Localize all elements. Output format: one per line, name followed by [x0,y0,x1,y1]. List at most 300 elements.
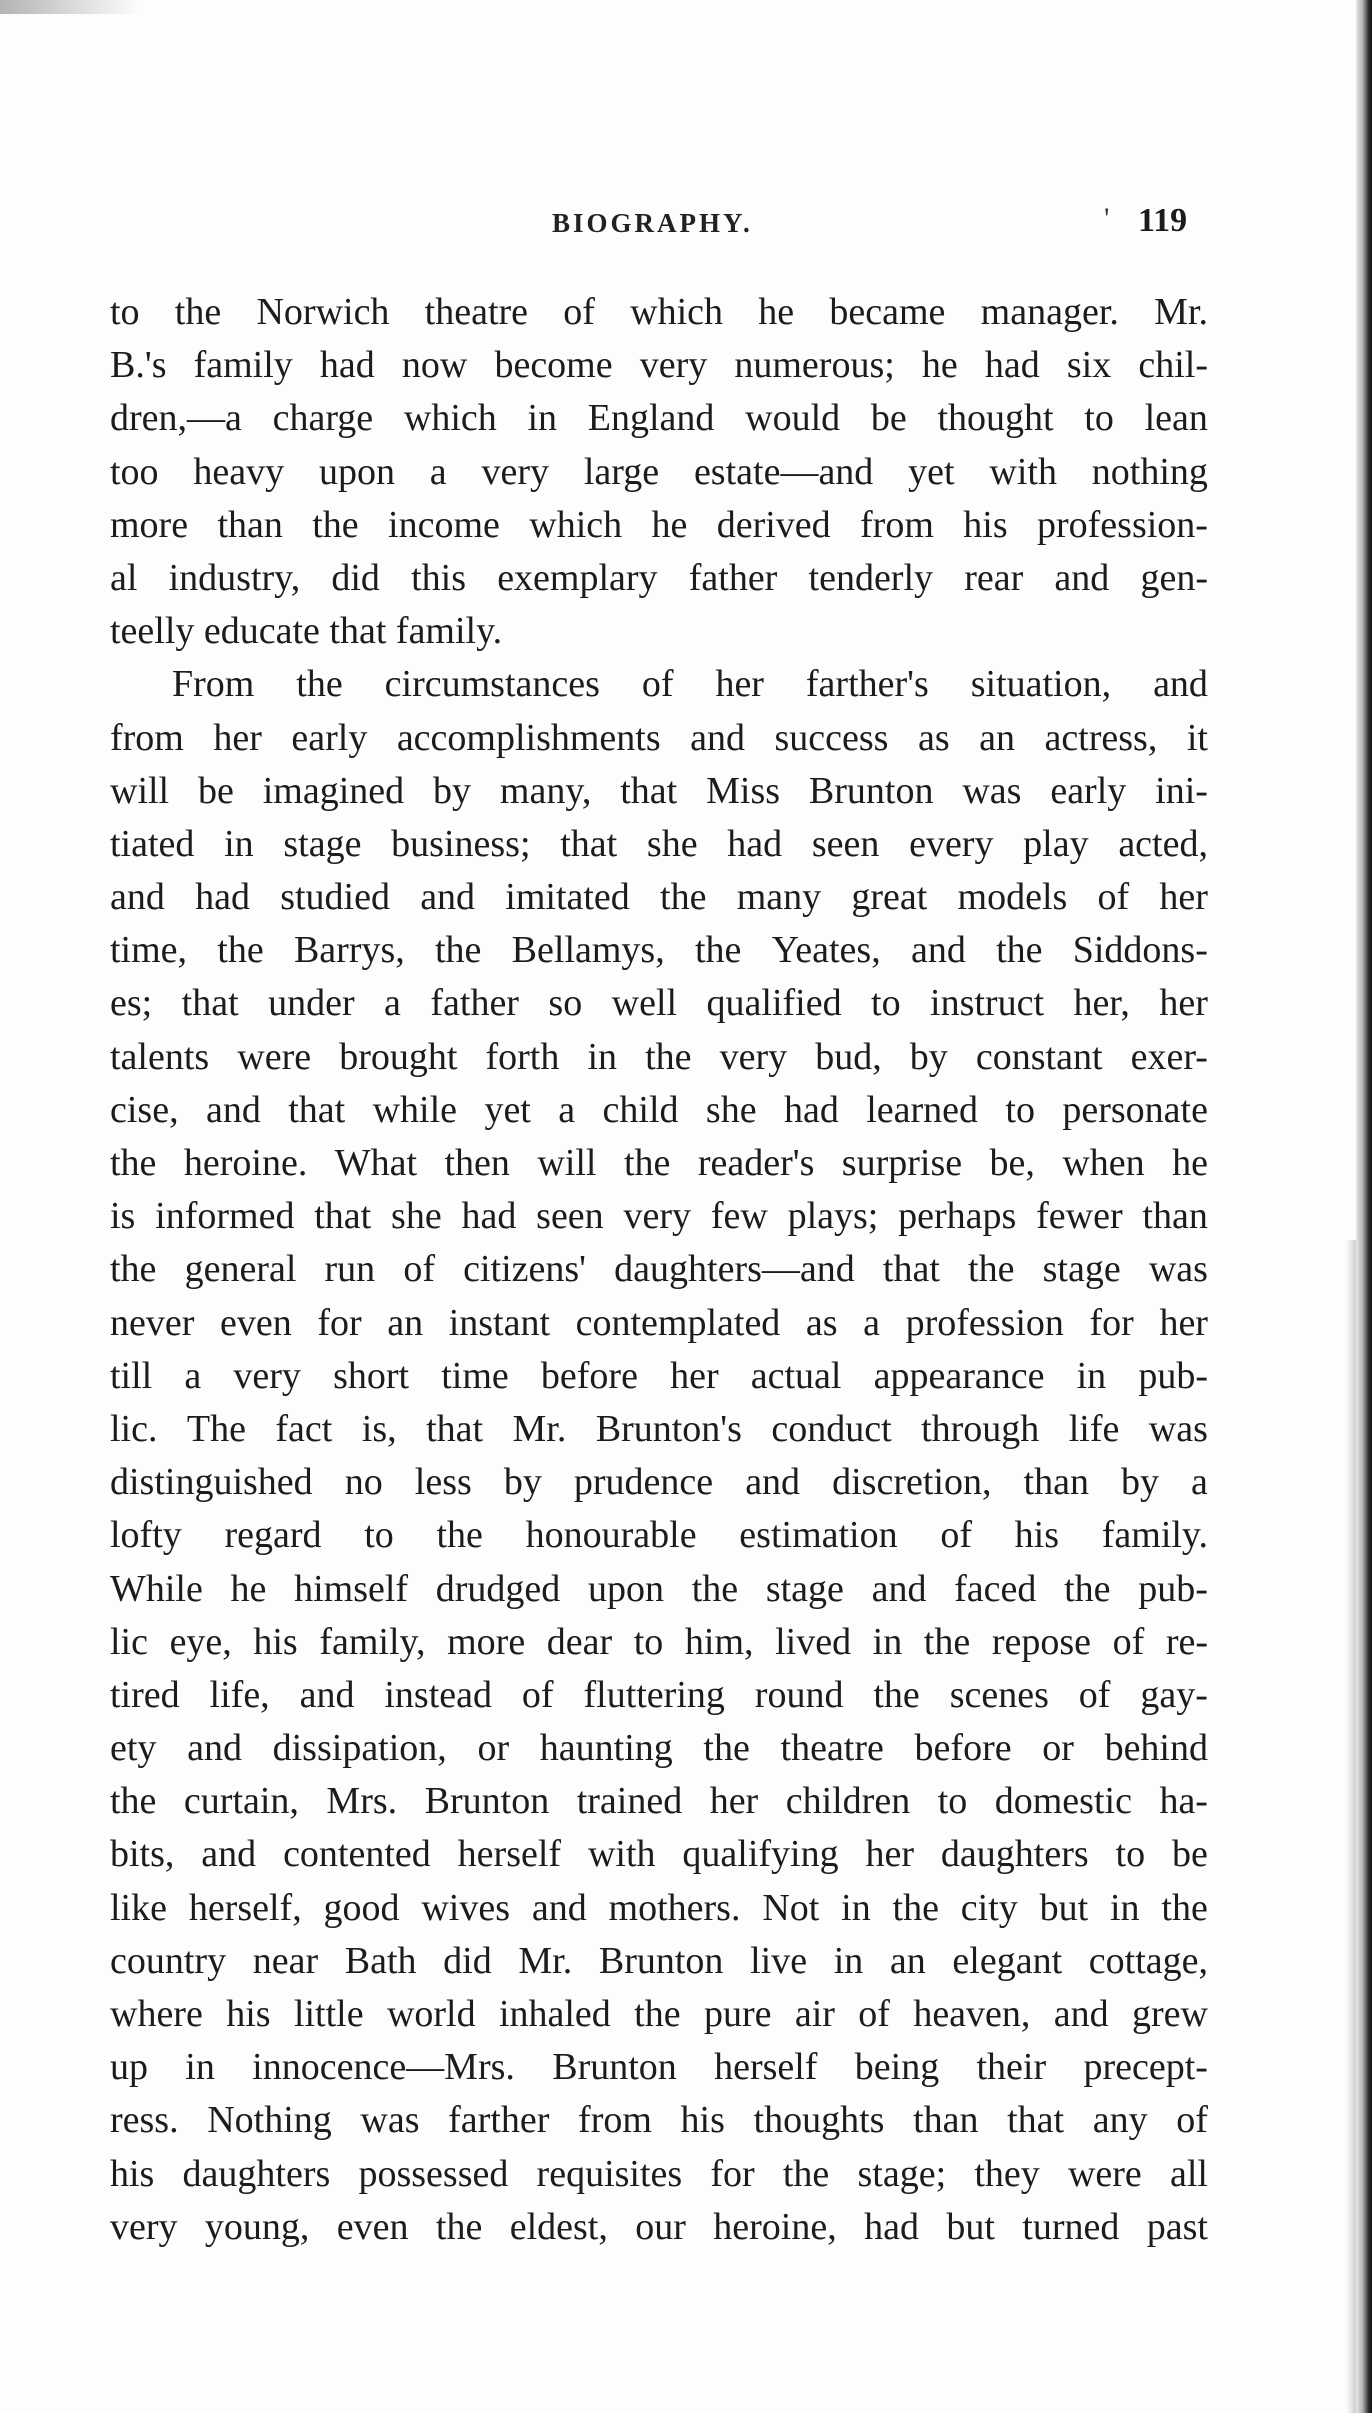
word: and [187,1727,242,1770]
text-line [110,286,1208,339]
word: in [841,1886,871,1929]
word: had [984,344,1040,387]
text-line [110,924,1208,977]
word: Barrys, [293,929,405,972]
word: the [435,929,482,972]
word: success [774,716,889,759]
word: the [217,929,264,972]
word: The [186,1407,246,1450]
word: the [645,1035,692,1078]
word: charge [272,397,374,440]
word: ety [110,1727,157,1770]
word: would [745,397,841,440]
word: thought [937,397,1054,440]
word: all [1169,2152,1208,2195]
word: of [1176,2099,1208,2142]
word: the [660,876,707,919]
text-line [110,446,1208,499]
word: elegant [952,1939,1063,1982]
word: industry, [168,556,301,599]
word: few [710,1195,768,1238]
word: that [181,982,239,1025]
word: herself, [188,1886,302,1929]
word: of [641,663,674,706]
word: From [172,663,255,706]
word: lived [775,1620,852,1663]
binding-edge [1356,0,1372,2413]
word: theatre [780,1727,884,1770]
word: her [213,716,262,759]
word: gen- [1140,556,1208,599]
word: inhaled [498,1993,611,2035]
word: trained [576,1780,683,1823]
word: his [226,1993,271,2035]
word: Brunton [808,769,934,812]
word: learned [866,1088,979,1131]
word: farther [448,2099,550,2142]
word: from [860,503,934,546]
text-line [110,1882,1208,1935]
word: early [1050,769,1127,812]
word: which [630,291,724,333]
word: were [237,1035,312,1078]
word: daughters [940,1833,1089,1876]
word: but [946,2205,995,2248]
word: her [715,663,764,706]
word: actual [750,1354,842,1397]
word: to [633,1620,664,1663]
text-line [110,2094,1208,2147]
word: very [481,450,550,493]
word: Brunton's [595,1407,742,1450]
word: be [870,397,907,440]
word: qualified [706,982,842,1025]
word: the [1064,1567,1111,1610]
word: that [1007,2099,1065,2142]
word: the [436,1514,483,1557]
word: they [974,2152,1040,2195]
word: very [110,2205,178,2248]
word: had [864,2205,919,2248]
word: her [865,1833,915,1876]
word: the [923,1620,971,1663]
text-line [110,1137,1208,1190]
word: an [387,1301,424,1344]
word: where [110,1993,203,2035]
word: family. [1101,1514,1208,1557]
word: and [299,1673,355,1716]
word: the [694,929,742,972]
word: ress. [110,2099,179,2142]
word: the [703,1727,750,1770]
text-line [110,765,1208,818]
word: eldest, [509,2205,608,2248]
word: was [1148,1407,1208,1450]
word: of [563,291,595,333]
running-head-title: BIOGRAPHY. [552,208,753,238]
word: daughters—and [614,1248,855,1291]
word: es; [110,982,153,1025]
running-header [0,202,1372,248]
word: to [1084,397,1114,440]
word: by [909,1035,948,1078]
word: even [219,1301,292,1344]
word: had [461,1195,517,1238]
word: studied [280,876,390,919]
word: the [296,663,343,706]
word: and [745,1461,801,1504]
word: he [758,291,795,333]
word: be [198,769,234,812]
word: stage [765,1567,844,1610]
word: the [782,2152,830,2195]
word: Mr. [512,1407,567,1450]
word: an [979,716,1015,759]
word: in [833,1939,864,1982]
word: imagined [262,769,405,812]
word: and [205,1088,261,1131]
word: by [503,1461,542,1504]
word: air [794,1993,835,2035]
word: in [1076,1354,1107,1397]
body-text [110,286,1208,2254]
word: was [360,2099,420,2142]
word: stage [283,822,362,865]
word: by [1121,1461,1159,1504]
word: live [750,1939,808,1982]
word: seen [536,1195,604,1238]
word: wives [421,1886,511,1929]
word: the [312,503,359,546]
word: fewer [1036,1195,1123,1238]
word: daughters [182,2152,331,2195]
word: honourable [525,1514,697,1557]
word: income [388,503,500,546]
text-line [110,1297,1208,1350]
word: While [110,1567,203,1610]
word: reader's [697,1142,815,1184]
word: the [110,1142,157,1184]
text-line [110,1669,1208,1722]
text-line [110,339,1208,392]
word: Miss [706,769,781,812]
word: never [110,1301,195,1344]
word: drudged [435,1567,561,1610]
word: talents [110,1035,210,1078]
word: run [324,1248,376,1291]
word: country [110,1939,227,1982]
word: under [268,982,355,1025]
word: the [892,1886,939,1929]
word: up [110,2046,148,2089]
text-line [110,1828,1208,1881]
word: scenes [949,1673,1049,1716]
word: B.'s [110,344,167,387]
word: innocence—Mrs. [252,2046,515,2089]
word: discretion, [832,1461,992,1504]
word: and [1053,1993,1109,2035]
word: be [1172,1833,1208,1876]
word: rear [964,556,1024,599]
word: pub- [1138,1354,1208,1397]
word: precept- [1083,2046,1208,2089]
text-line [110,1031,1208,1084]
word: while [372,1088,458,1131]
word: than [1142,1195,1208,1238]
word: large [583,450,660,493]
text-line [110,1509,1208,1562]
word: Siddons- [1072,929,1208,972]
word: re- [1165,1620,1208,1663]
word: of [521,1673,554,1716]
word: is, [361,1407,397,1450]
text-line: teelly educate that family. [110,610,503,653]
word: qualifying [682,1833,839,1876]
word: the [968,1248,1015,1291]
word: many, [499,769,592,812]
text-line [110,1616,1208,1669]
word: accomplishments [396,716,661,759]
word: now [401,344,468,387]
word: her [1159,876,1208,919]
word: her [1159,1301,1208,1344]
word: pure [703,1993,772,2035]
word: derived [716,503,831,546]
word: life, [209,1673,270,1716]
word: plays; [787,1195,879,1238]
word: theatre [424,291,529,333]
word: lic. [110,1407,158,1450]
word: repose [991,1620,1091,1663]
word: very [639,344,708,387]
word: so [548,982,583,1025]
word: like [110,1886,167,1929]
word: and [871,1567,927,1610]
word: had [195,876,250,919]
word: imitated [505,876,630,919]
word: she [391,1195,442,1238]
word: him, [684,1620,754,1663]
word: ha- [1159,1780,1208,1823]
word: time [441,1354,509,1397]
text-line [110,818,1208,871]
text-line [110,2201,1208,2254]
word: ini- [1155,769,1208,812]
word: lofty [110,1514,182,1557]
word: her, [1073,982,1130,1025]
word: fact [275,1407,333,1450]
word: exer- [1130,1035,1208,1078]
word: the [174,291,222,333]
word: any [1092,2099,1148,2142]
word: time, [110,929,188,972]
word: heaven, [913,1993,1031,2035]
word: requisites [536,2152,683,2195]
word: that [288,1088,346,1131]
word: tiated [110,822,195,865]
word: England [587,397,715,440]
word: fluttering [583,1673,725,1716]
word: stage; [857,2152,947,2195]
word: before [914,1727,1012,1770]
word: and [910,929,966,972]
word: he [921,344,958,387]
text-line [110,1350,1208,1403]
word: grew [1132,1993,1208,2035]
word: were [1067,2152,1142,2195]
word: that [314,1195,372,1238]
word: chil- [1138,344,1208,387]
word: to [871,982,901,1025]
word: general [184,1248,297,1291]
text-line [110,1456,1208,1509]
word: conduct [771,1407,892,1450]
word: brought [339,1035,458,1078]
word: cottage, [1088,1939,1208,1982]
word: behind [1104,1727,1208,1770]
page-smudge [0,0,140,14]
word: past [1146,2205,1208,2248]
word: heroine, [713,2205,837,2248]
word: What [334,1142,418,1184]
word: his [963,503,1008,546]
word: he [230,1567,267,1610]
word: city [960,1886,1018,1929]
word: surprise [841,1142,963,1184]
word: the [623,1142,671,1184]
word: Brunton [552,2046,677,2089]
word: or [477,1727,510,1770]
word: eye, [169,1620,232,1663]
text-line [110,499,1208,552]
word: faced [954,1567,1037,1610]
word: turned [1022,2205,1120,2248]
word: Norwich [256,291,390,333]
word: in [587,1035,618,1078]
word: her [670,1354,719,1397]
word: upon [318,450,395,493]
word: situation, [970,663,1112,706]
word: very [719,1035,788,1078]
word: estimation [739,1514,898,1557]
word: with [587,1833,656,1876]
word: short [333,1354,410,1397]
word: she [705,1088,757,1131]
word: contemplated [575,1301,781,1344]
word: family, [319,1620,426,1663]
word: of [403,1248,435,1291]
word: profession- [1036,503,1208,546]
word: a [558,1088,576,1131]
text-line [110,871,1208,924]
word: Brunton [424,1780,550,1823]
word: had [319,344,375,387]
word: acted, [1118,822,1208,865]
word: to [1005,1088,1035,1131]
word: contented [283,1833,431,1876]
page-number: 119 [1138,202,1188,239]
word: dear [546,1620,613,1663]
binding-shadow [1346,1240,1356,2413]
word: seen [811,822,880,865]
text-line [110,1563,1208,1616]
word: to [937,1780,968,1823]
text-line [110,1935,1208,1988]
word: appearance [873,1354,1045,1397]
word: Mr. [518,1939,573,1982]
word: al [110,556,138,599]
word: instead [384,1673,493,1716]
word: a [1191,1461,1208,1504]
word: forth [485,1035,560,1078]
word: it [1186,716,1208,759]
word: the [873,1673,920,1716]
word: and [1054,556,1110,599]
word: profession [905,1301,1064,1344]
word: will [110,769,170,812]
word: actress, [1044,716,1158,759]
word: is [110,1195,136,1238]
word: more [110,503,189,546]
word: than [913,2099,979,2142]
word: manager. [980,291,1119,333]
word: Mrs. [326,1780,398,1823]
word: exemplary [497,556,658,599]
word: dissipation, [272,1727,447,1770]
word: had [727,822,783,865]
word: by [433,769,472,812]
word: play [1023,822,1089,865]
word: estate—and [693,450,874,493]
word: the [634,1993,681,2035]
word: too [110,450,159,493]
word: be, [989,1142,1035,1184]
word: instant [448,1301,551,1344]
word: Bellamys, [511,929,665,972]
word: herself [457,1833,562,1876]
word: father [430,982,519,1025]
word: he [1172,1142,1208,1184]
word: yet [908,450,955,493]
word: family [193,344,293,387]
word: Nothing [207,2099,332,2142]
word: with [989,450,1057,493]
word: nothing [1091,450,1208,493]
word: mothers. [608,1886,741,1929]
word: for [317,1301,362,1344]
word: good [323,1886,400,1929]
word: an [889,1939,926,1982]
word: near [252,1939,319,1982]
word: was [1148,1248,1208,1291]
word: became [829,291,946,333]
word: citizens' [463,1248,587,1291]
word: for [710,2152,755,2195]
word: life [1068,1407,1120,1450]
word: his [680,2099,725,2142]
word: well [611,982,678,1025]
word: that [620,769,678,812]
word: a [863,1301,881,1344]
text-line [110,1190,1208,1243]
word: the [110,1780,157,1823]
word: stage [1042,1248,1121,1291]
word: till [110,1354,153,1397]
word: no [344,1461,383,1504]
word: his [110,2152,155,2195]
word: the [691,1567,739,1610]
word: constant [975,1035,1103,1078]
